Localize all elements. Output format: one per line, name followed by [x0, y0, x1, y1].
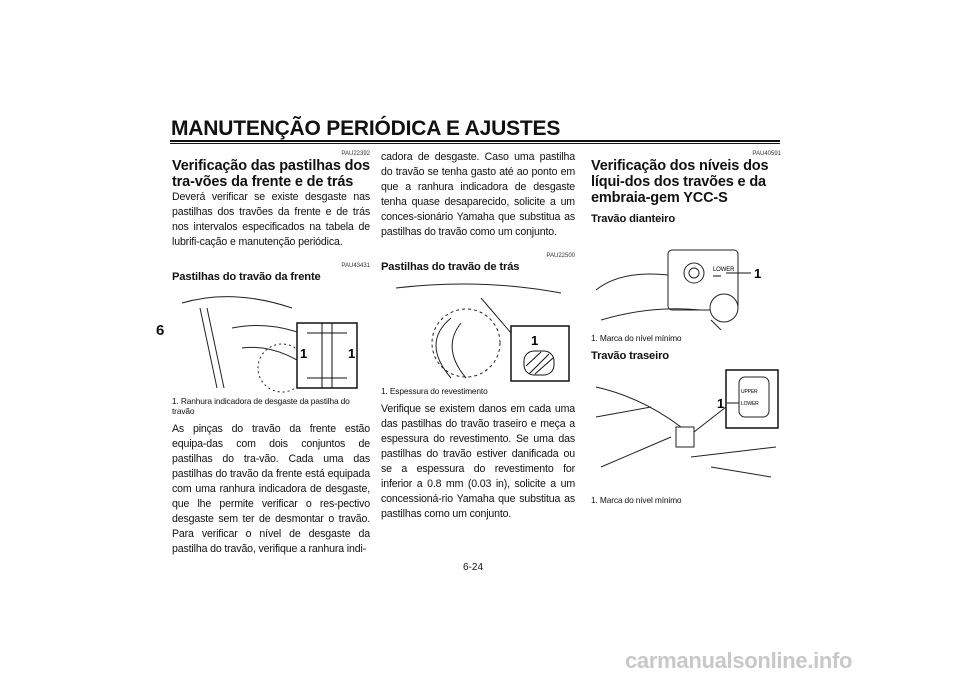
column-3 [591, 150, 781, 505]
rear-brake-illustration [381, 278, 575, 383]
figure-caption: 1. Marca do nível mínimo [591, 333, 682, 343]
chapter-tab: 6 [156, 322, 165, 339]
ref-code: PAU22392 [341, 151, 370, 157]
page-title: MANUTENÇÃO PERIÓDICA E AJUSTES [171, 117, 561, 140]
callout-number: 1 [348, 346, 356, 361]
figure-caption: 1. Marca do nível mínimo [591, 495, 682, 505]
body-paragraph: Verifique se existem danos em cada uma das pastilhas do travão traseiro e meça a espessura do revestimento. Se uma das pastilhas do travão estiver danificada ou se a espessura do revestimento for inferior a 0.8 mm (0.03 in), solicite a um concessioná-rio Yamaha que substitua as pastilhas como um conjunto. [381, 403, 575, 520]
ref-code: PAU22500 [546, 253, 575, 259]
lower-mark-label: LOWER [741, 401, 759, 407]
ref-code: PAU40591 [752, 151, 781, 157]
callout-number: 1 [300, 346, 308, 361]
upper-mark-label: UPPER [741, 389, 758, 395]
subheading-front-brake: Travão dianteiro [591, 213, 676, 225]
subheading-rear-pads: Pastilhas do travão de trás [381, 261, 520, 273]
column-1 [172, 150, 370, 557]
watermark: carmanualsonline.info [625, 648, 853, 673]
subheading-rear-brake: Travão traseiro [591, 350, 669, 362]
ref-code: PAU43431 [341, 263, 370, 269]
front-brake-illustration [172, 288, 370, 393]
figure-caption: 1. Ranhura indicadora de desgaste da pastilha do travão [172, 396, 350, 416]
body-paragraph: cadora de desgaste. Caso uma pastilha do travão se tenha gasto até ao ponto em que a ranhura indicadora de desgaste tenha quase desaparecido, solicite a um conces-sionário Yamaha que substitua as pastilhas do travão como um conjunto. [381, 151, 575, 238]
callout-number: 1 [754, 266, 762, 281]
body-paragraph: As pinças do travão da frente estão equipa-das com dois conjuntos de pastilhas do tra-vão. Cada uma das pastilhas do travão da frente está equipada com uma ranhura indicadora de desgaste, que lhe permite verificar o res-pectivo desgaste sem ter de desmontar o travão. Para verificar o nível de desgaste da pastilha do travão, verifique a ranhura indi- [172, 423, 370, 555]
lower-mark-label: LOWER [713, 267, 735, 273]
page-number: 6-24 [463, 562, 484, 573]
callout-number: 1 [717, 396, 725, 411]
column-2 [381, 150, 575, 522]
callout-number: 1 [531, 333, 539, 348]
section-heading: Verificação dos níveis dos líqui-dos dos travões e da embraia-gem YCC-S [591, 158, 769, 206]
figure-caption: 1. Espessura do revestimento [381, 386, 488, 396]
intro-paragraph: Deverá verificar se existe desgaste nas pastilhas dos travões da frente e de trás nos intervalos especificados na tabela de lubrifi-cação e manutenção periódica. [172, 191, 370, 248]
section-heading: Verificação das pastilhas dos tra-vões da frente e de trás [172, 158, 370, 190]
rear-reservoir-illustration [591, 367, 781, 492]
title-rule [170, 140, 780, 144]
subheading-front-pads: Pastilhas do travão da frente [172, 271, 321, 283]
front-reservoir-illustration [591, 230, 781, 330]
